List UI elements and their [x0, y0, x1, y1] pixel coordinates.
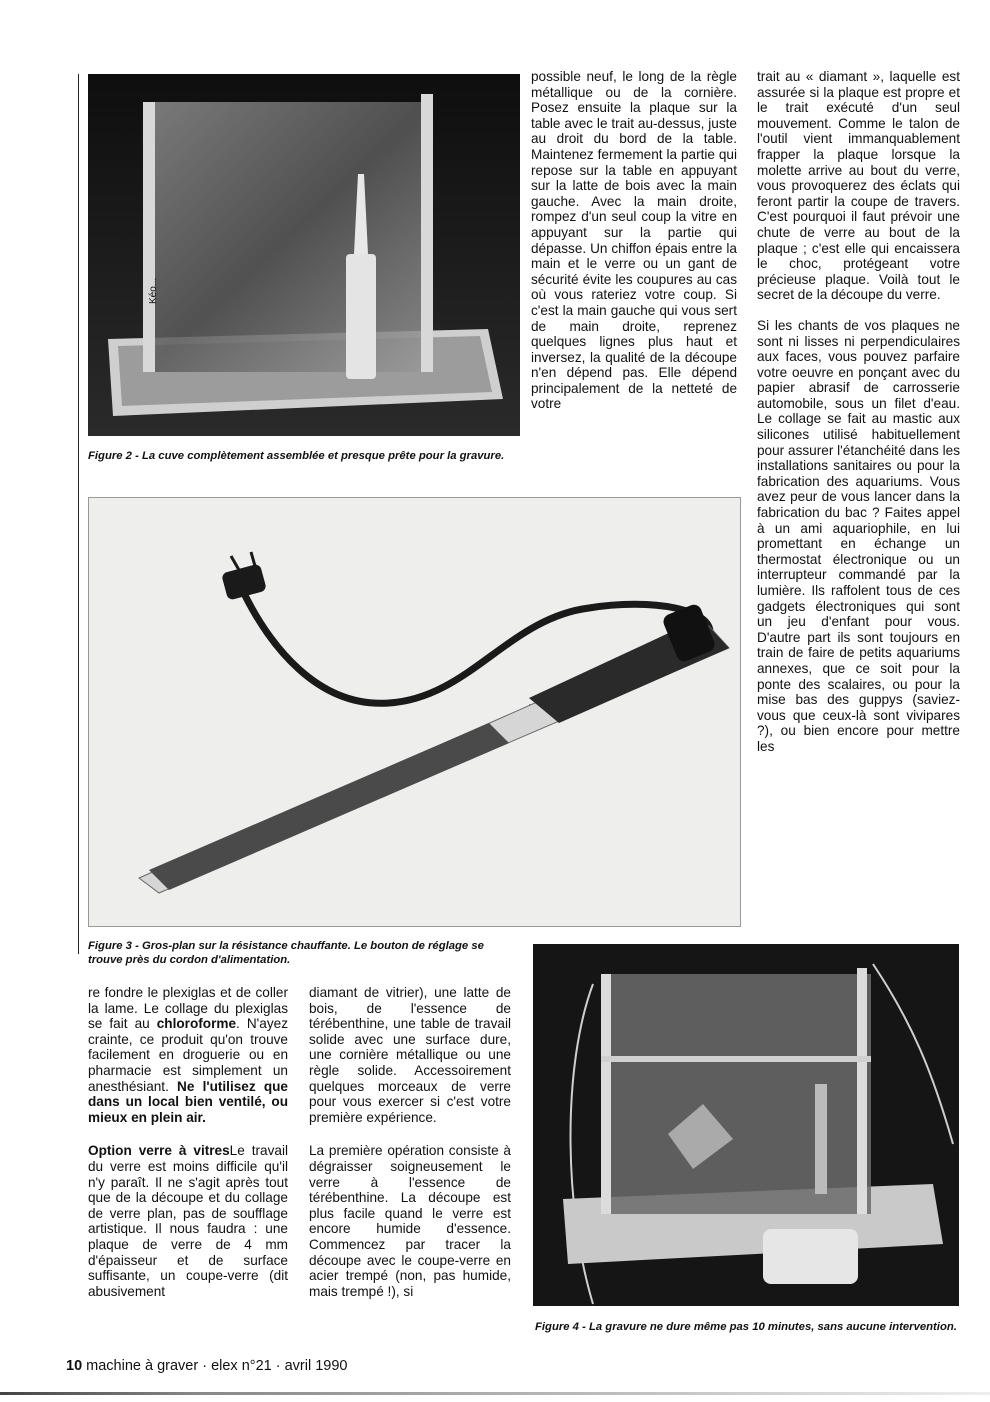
tank-illustration [88, 74, 520, 436]
figure-4-photo [533, 944, 959, 1306]
emphasis-text: chloroforme [156, 1016, 237, 1032]
paragraph: diamant de vitrier), une latte de bois, de l'essence de térébenthine, une table de travail solide avec une surface dure, une cornière métallique ou une règle solide. Accessoirement quelques morceaux de verre pour vous exercer si c'est votre première expérience. [309, 985, 511, 1125]
column-1 [531, 69, 737, 412]
page-number: 10 [66, 1358, 83, 1374]
text-run: re fondre le plexiglas et de coller la lame. Le collage du plexiglas se fait au [88, 985, 288, 1032]
warning-text: Ne l'utilisez que dans un local bien ventilé, ou mieux en plein air. [88, 1078, 288, 1125]
paragraph [88, 1143, 288, 1299]
column-2 [757, 69, 960, 755]
heater-illustration [89, 498, 740, 926]
page-footer [66, 1358, 347, 1374]
left-rule [78, 74, 79, 954]
tank-label-text: Kéo... [148, 277, 159, 304]
figure-4-caption: Figure 4 - La gravure ne dure même pas 10 minutes, sans aucune intervention. [535, 1321, 957, 1333]
engraving-tank-illustration [533, 944, 959, 1306]
paragraph: trait au « diamant », laquelle est assurée si la plaque est propre et le trait exécuté d'un seul mouvement. Comme le talon de l'outil vient immanquablement frapper la plaque lorsque la molette arrive au bout du verre, vous provoquerez des éclats qui feront partir la coupe de travers. C'est pourquoi il faut prévoir une chute de verre au bout de la plaque ; c'est elle qui encaissera le choc, protégeant votre précieuse plaque. Voilà tout le secret de la découpe du verre. [757, 69, 960, 303]
section-heading: Option verre à vitres [88, 1143, 230, 1159]
figure-3-photo [88, 497, 741, 927]
bottom-left-column [88, 985, 288, 1299]
paragraph [88, 985, 288, 1125]
text-run: Le travail du verre est moins difficile qu'il n'y paraît. Il ne s'agit après tout que de la découpe et du collage de verre plan, pas de soufflage artistique. Il nous faudra : une plaque de verre de 4 mm d'épaisseur et de surface suffisante, un coupe-verre (dit abusivement [88, 1143, 288, 1299]
paragraph: possible neuf, le long de la règle métallique ou de la cornière. Posez ensuite la plaque sur la table avec le trait au-dessus, juste au droit du bord de la table. Maintenez fermement la partie qui repose sur la table en appuyant sur la latte de bois avec la main gauche. Avec la main droite, rompez d'un seul coup la vitre en appuyant sur la partie qui dépasse. Un chiffon épais entre la main et le verre ou un gant de sécurité évite les coupures au cas où vous rateriez votre coup. Si c'est la main gauche qui vous sert de main droite, reprenez quelques lignes plus haut et inversez, la qualité de la découpe n'en dépend pas. Elle dépend principalement de la netteté de votre [531, 69, 737, 412]
scan-edge [0, 1392, 990, 1395]
footer-text: machine à graver · elex n°21 · avril 1990 [82, 1358, 348, 1374]
text-run: . N'ayez crainte, ce produit qu'on trouve facilement en droguerie ou en pharmacie est simplement un anesthésiant. [88, 1016, 288, 1094]
paragraph: Si les chants de vos plaques ne sont ni lisses ni perpendiculaires aux faces, vous pouvez parfaire votre oeuvre en ponçant avec du papier abrasif de carrosserie automobile, sous un filet d'eau. Le collage se fait au mastic aux silicones utilisé habituellement pour assurer l'étanchéité dans les installations sanitaires ou pour la fabrication des aquariums. Vous avez peur de vous lancer dans la fabrication du bac ? Faites appel à un ami aquariophile, en lui promettant en échange un thermostat électronique ou un interrupteur commandé par la lumière. Ils raffolent tous de ces gadgets électroniques qui sont un jeu d'enfant pour vous. D'autre part ils sont toujours en train de faire de petits aquariums annexes, que ce soit pour la ponte des scalaires, ou pour la mise bas des guppys (saviez-vous que ceux-là sont vivipares ?), ou bien encore pour mettre les [757, 317, 960, 754]
figure-2-photo [88, 74, 520, 436]
figure-2-caption: Figure 2 - La cuve complètement assemblée et presque prête pour la gravure. [88, 450, 505, 462]
paragraph: La première opération consiste à dégraisser soigneusement le verre à l'essence de térébenthine. La découpe est plus facile quand le verre est encore humide d'essence. Commencez par tracer la découpe avec le coupe-verre en acier trempé (non, pas humide, mais trempé !), si [309, 1143, 511, 1299]
figure-3-caption: Figure 3 - Gros-plan sur la résistance chauffante. Le bouton de réglage se trouve près du cordon d'alimentation. [88, 940, 484, 966]
bottom-middle-column [309, 985, 511, 1299]
